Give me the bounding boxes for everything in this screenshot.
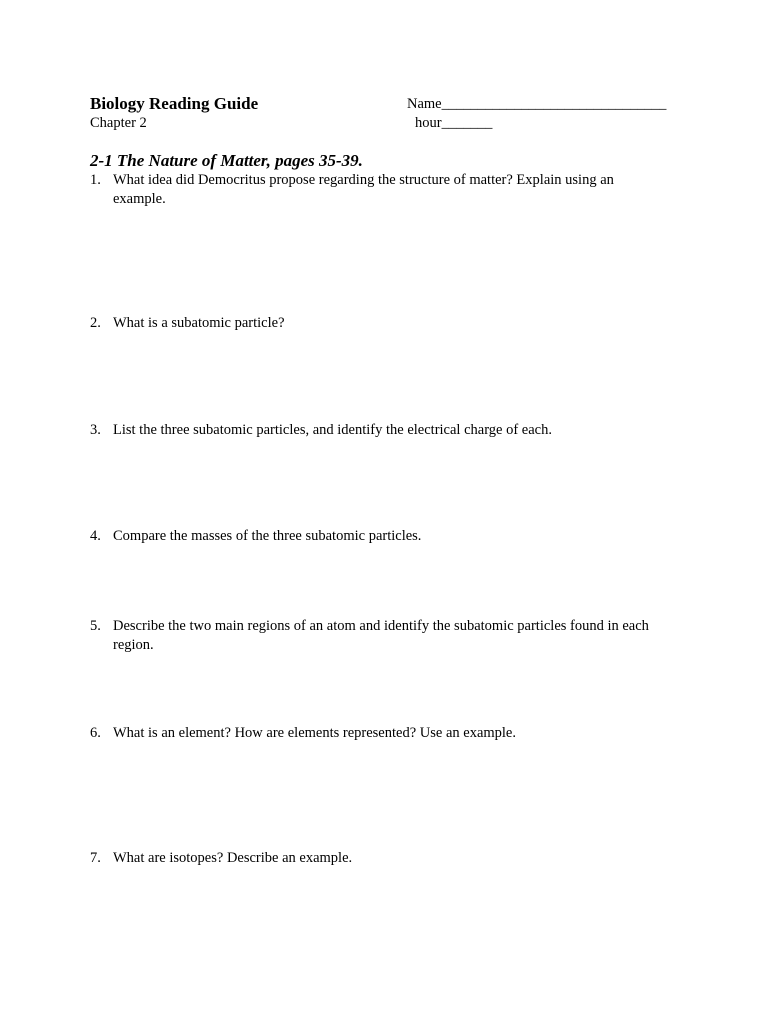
question-text: Compare the masses of the three subatomic particles. — [113, 528, 422, 544]
question-number: 4. — [90, 528, 101, 544]
question-number: 3. — [90, 422, 101, 438]
document-title: Biology Reading Guide — [90, 94, 259, 113]
section-heading: 2-1 The Nature of Matter, pages 35-39. — [90, 151, 363, 170]
question-number: 1. — [90, 172, 101, 188]
chapter-label: Chapter 2 — [90, 115, 147, 131]
question-text: What is a subatomic particle? — [113, 315, 285, 331]
question-text: What are isotopes? Describe an example. — [113, 850, 353, 866]
question-item — [90, 314, 690, 333]
question-item — [90, 171, 660, 209]
question-item — [90, 617, 690, 655]
question-item — [90, 724, 690, 743]
question-item — [90, 421, 690, 440]
name-field: Name_______________________________ — [407, 96, 667, 112]
question-number: 5. — [90, 618, 101, 634]
question-text: What idea did Democritus propose regarding the structure of matter? Explain using an example. — [113, 172, 614, 207]
question-item — [90, 849, 690, 868]
question-number: 7. — [90, 850, 101, 866]
question-number: 6. — [90, 725, 101, 741]
question-text: Describe the two main regions of an atom and identify the subatomic particles found in each region. — [113, 618, 649, 653]
question-number: 2. — [90, 315, 101, 331]
question-text: List the three subatomic particles, and identify the electrical charge of each. — [113, 422, 552, 438]
question-text: What is an element? How are elements represented? Use an example. — [113, 725, 516, 741]
hour-field: hour_______ — [415, 115, 493, 131]
question-item — [90, 527, 690, 546]
